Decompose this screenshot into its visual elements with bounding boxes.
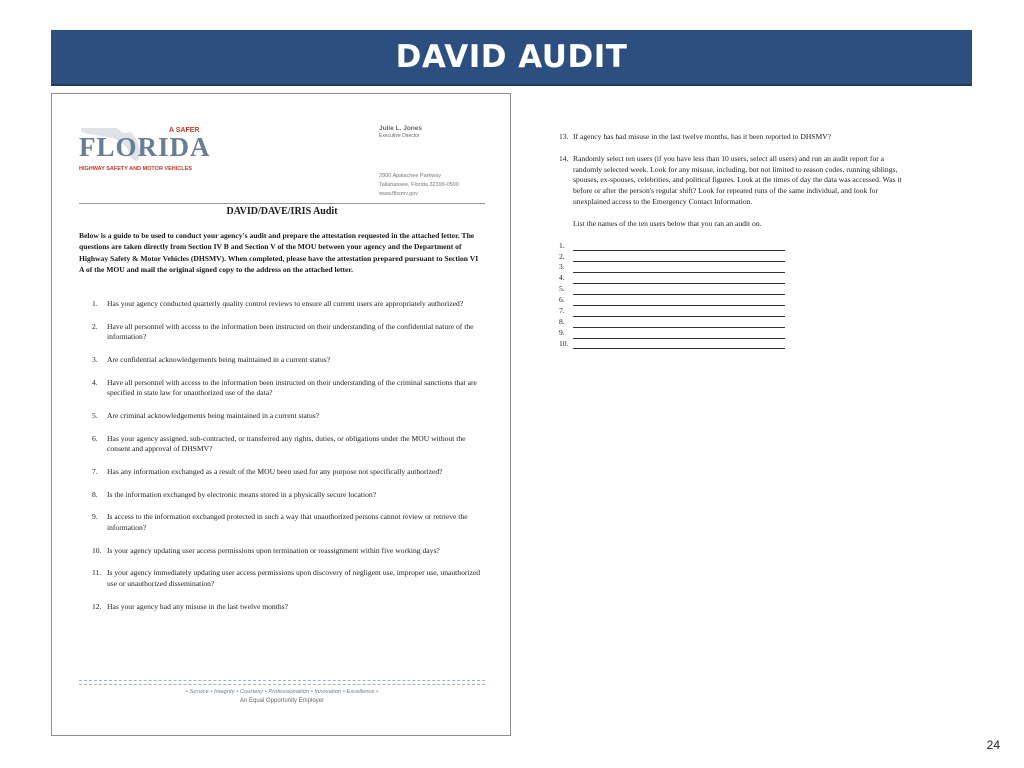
continuation-item bbox=[559, 132, 909, 143]
user-line-number: 4. bbox=[559, 273, 565, 283]
user-name-blank bbox=[573, 331, 785, 339]
question-text: Are criminal acknowledgements being maintained in a current status? bbox=[107, 410, 320, 420]
question-number: 3. bbox=[92, 354, 98, 364]
user-line-number: 1. bbox=[559, 240, 565, 250]
header-divider bbox=[79, 203, 485, 204]
question-number: 1. bbox=[92, 299, 98, 308]
user-name-blank bbox=[573, 320, 785, 328]
continuation-item-number: 14. bbox=[559, 153, 569, 163]
question-item bbox=[92, 568, 484, 590]
user-line-number: 10. bbox=[559, 338, 569, 348]
question-item bbox=[92, 322, 484, 344]
user-line-number: 3. bbox=[559, 262, 565, 272]
user-name-line bbox=[559, 339, 909, 350]
document-title: DAVID/DAVE/IRIS Audit bbox=[226, 206, 338, 217]
question-text: Are confidential acknowledgements being maintained in a current status? bbox=[107, 354, 331, 364]
address-line-1: 2900 Apalachee Parkway bbox=[379, 173, 442, 179]
question-number: 2. bbox=[92, 321, 98, 331]
continuation-items bbox=[559, 132, 909, 208]
user-name-line bbox=[559, 295, 909, 306]
document-page bbox=[51, 93, 511, 736]
question-item bbox=[92, 467, 484, 478]
continuation-item-text: Randomly select ten users (if you have less than 10 users, select all users) and run an audit report for a randomly selected week. Look for any misuse, including, but not limited to reason codes, running siblings, spouses, ex-spouses, celebrities, and political figures. Look at the times of day the data was accessed. Was it before or after the person's regular shift? Look for repeated runs of the same individual, and look for unexplained access to the Emergency Contact Information. bbox=[573, 153, 902, 206]
user-name-line bbox=[559, 317, 909, 328]
user-name-blank bbox=[573, 276, 785, 284]
user-name-blank bbox=[573, 341, 785, 349]
user-line-number: 7. bbox=[559, 306, 565, 316]
user-name-line bbox=[559, 241, 909, 252]
user-line-number: 8. bbox=[559, 316, 565, 326]
executive-title: Executive Director bbox=[379, 133, 420, 139]
user-name-line bbox=[559, 328, 909, 339]
question-number: 8. bbox=[92, 489, 98, 499]
document-intro: Below is a guide to be used to conduct your agency's audit and prepare the attestation requested in the attached letter. The questions are taken directly from Section IV B and Section V of the MOU between your agency and the Department of Highway Safety & Motor Vehicles (DHSMV). When completed, please have the attestation prepared pursuant to Section VI A of the MOU and mail the original signed copy to the address on the attached letter. bbox=[79, 231, 479, 275]
user-list-intro: List the names of the ten users below that you ran an audit on. bbox=[573, 218, 762, 228]
user-name-line bbox=[559, 262, 909, 273]
user-line-number: 2. bbox=[559, 251, 565, 261]
question-item bbox=[92, 546, 484, 557]
question-number: 10. bbox=[92, 545, 102, 555]
user-name-blank bbox=[573, 309, 785, 317]
question-text: Have all personnel with access to the information been instructed on their understanding of the criminal sanctions that are specified in state law for unauthorized use of the data? bbox=[107, 377, 477, 398]
question-item bbox=[92, 602, 484, 613]
slide-title-banner bbox=[51, 30, 972, 86]
user-name-blank bbox=[573, 254, 785, 262]
logo-subtitle: HIGHWAY SAFETY AND MOTOR VEHICLES bbox=[79, 166, 192, 172]
user-name-lines bbox=[559, 241, 909, 350]
question-text: Has any information exchanged as a result of the MOU been used for any purpose not specifically authorized? bbox=[107, 466, 443, 476]
logo-wordmark: FLORIDA bbox=[79, 132, 211, 162]
page-number: 24 bbox=[986, 738, 1000, 752]
continuation-item-text: If agency has had misuse in the last twelve months, has it been reported to DHSMV? bbox=[573, 132, 832, 141]
question-number: 6. bbox=[92, 433, 98, 443]
question-number: 9. bbox=[92, 512, 98, 522]
continuation-item bbox=[559, 154, 909, 208]
address-block bbox=[379, 172, 459, 199]
question-item bbox=[92, 411, 484, 422]
user-line-number: 5. bbox=[559, 284, 565, 294]
question-number: 4. bbox=[92, 377, 98, 387]
question-item bbox=[92, 490, 484, 501]
user-line-number: 6. bbox=[559, 295, 565, 305]
continuation-section bbox=[559, 132, 909, 349]
question-number: 11. bbox=[92, 568, 102, 578]
slide-title: DAVID AUDIT bbox=[395, 39, 628, 75]
footer-divider-bottom bbox=[79, 684, 485, 685]
user-name-line bbox=[559, 284, 909, 295]
question-number: 5. bbox=[92, 410, 98, 420]
address-line-2: Tallahassee, Florida 32399-0500 bbox=[379, 182, 459, 188]
question-list bbox=[92, 299, 484, 624]
footer-values: • Service • Integrity • Courtesy • Professionalism • Innovation • Excellence • bbox=[185, 689, 379, 695]
executive-block bbox=[379, 125, 422, 139]
question-number: 12. bbox=[92, 601, 102, 611]
executive-name: Julie L. Jones bbox=[379, 125, 422, 132]
question-text: Is access to the information exchanged protected in such a way that unauthorized persons cannot review or retrieve the information? bbox=[107, 512, 468, 532]
question-text: Has your agency conducted quarterly quality control reviews to ensure all current users are appropriately authorized? bbox=[107, 299, 464, 308]
user-name-blank bbox=[573, 287, 785, 295]
user-line-number: 9. bbox=[559, 327, 565, 337]
footer-eoe: An Equal Opportunity Employer bbox=[239, 698, 325, 704]
user-name-blank bbox=[573, 265, 785, 273]
question-item bbox=[92, 512, 484, 534]
user-name-line bbox=[559, 251, 909, 262]
question-text: Is the information exchanged by electronic means stored in a physically secure location? bbox=[107, 489, 377, 499]
question-text: Is your agency immediately updating user access permissions upon discovery of negligent use, improper use, unauthorized use or unauthorized dissemination? bbox=[107, 568, 481, 588]
user-name-blank bbox=[573, 298, 785, 306]
question-item bbox=[92, 299, 484, 310]
question-item bbox=[92, 434, 484, 456]
question-text: Is your agency updating user access permissions upon termination or reassignment within five working days? bbox=[107, 545, 440, 555]
question-item bbox=[92, 378, 484, 400]
address-line-3: www.flhsmv.gov bbox=[379, 191, 419, 197]
question-number: 7. bbox=[92, 466, 98, 476]
question-item bbox=[92, 355, 484, 366]
logo-tagline: A SAFER bbox=[169, 127, 200, 134]
user-name-line bbox=[559, 306, 909, 317]
continuation-item-number: 13. bbox=[559, 132, 569, 141]
user-name-blank bbox=[573, 243, 785, 251]
florida-logo bbox=[79, 124, 209, 176]
footer-divider-top bbox=[79, 680, 485, 681]
question-text: Have all personnel with access to the information been instructed on their understanding of the confidential nature of the information? bbox=[107, 321, 474, 342]
question-text: Has your agency assigned, sub-contracted, or transferred any rights, duties, or obligations under the MOU without the consent and approval of DHSMV? bbox=[107, 433, 466, 454]
question-text: Has your agency had any misuse in the last twelve months? bbox=[107, 601, 288, 611]
user-name-line bbox=[559, 273, 909, 284]
